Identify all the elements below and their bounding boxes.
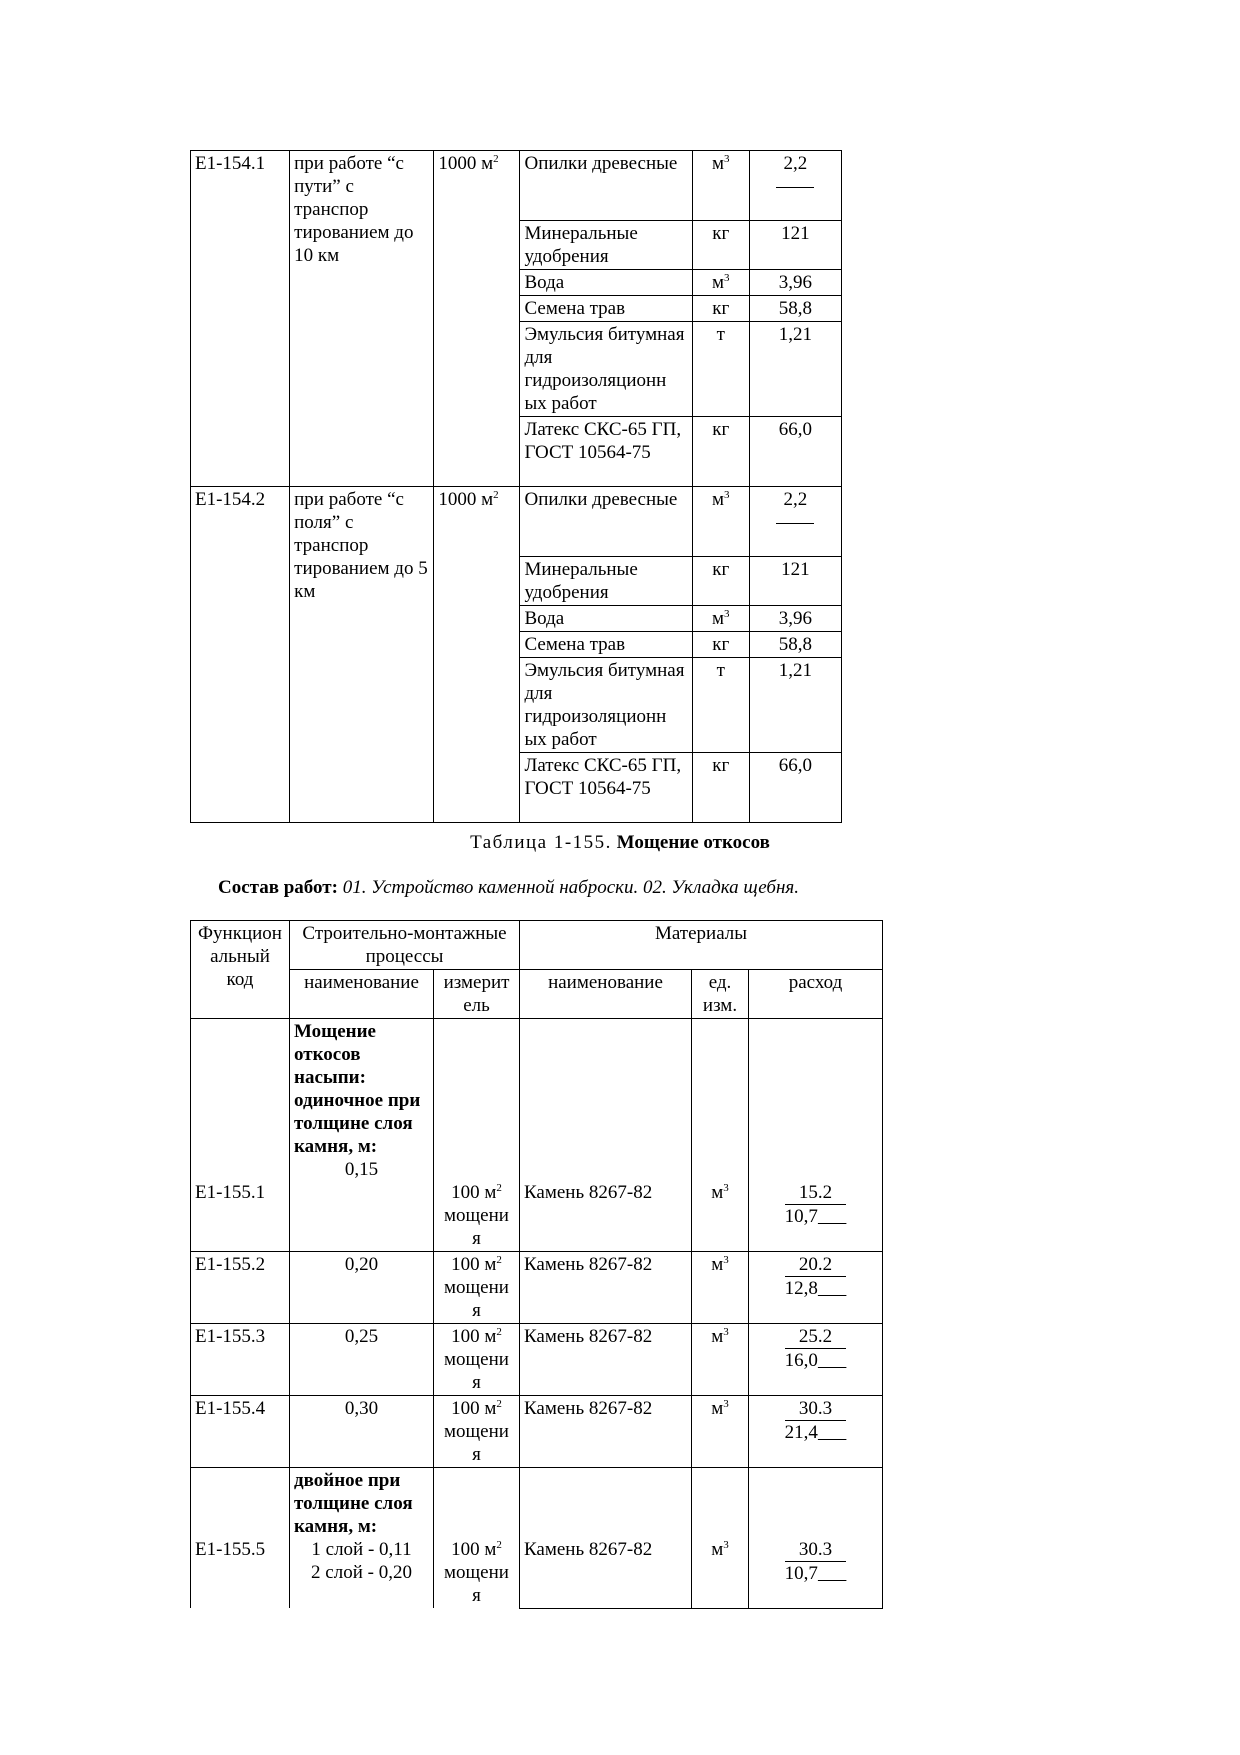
material-unit: $м^3$ (692, 270, 749, 296)
material-name: Опилки древесные (520, 487, 692, 557)
measure-cell: 100 $м^2$ мощени я (434, 1252, 520, 1324)
name-cell: двойное при толщине слоя камня, м: 1 слой - 0,11 2 слой - 0,20 (290, 1468, 434, 1609)
material-name: Минеральные удобрения (520, 221, 692, 270)
material-unit: кг (692, 221, 749, 270)
header-name: наименование (290, 970, 434, 1019)
material-value: 2,2 (749, 487, 841, 557)
process-cell: при работе “с пути” с транспор тированием до 10 км (290, 151, 434, 487)
material-value: 121 (749, 557, 841, 606)
header-consumption: расход (749, 970, 883, 1019)
consumption-cell: 20.2 12,8 (749, 1252, 883, 1324)
material-unit: кг (692, 296, 749, 322)
measure-cell: 100 $м^2$ мощени я (434, 1019, 520, 1252)
material-value: 1,21 (749, 658, 841, 753)
group-title: Мощение откосов насыпи: одиночное при толщине слоя камня, м: (294, 1021, 421, 1157)
unit-cell: $м^3$ (692, 1324, 749, 1396)
work-composition-label: Состав работ: (218, 877, 338, 898)
material-name: Эмульсия битумная для гидроизоляционн ых работ (520, 658, 692, 753)
material-unit: $м^3$ (692, 487, 749, 557)
material-name: Вода (520, 270, 692, 296)
header-mat-name: наименование (520, 970, 692, 1019)
unit-cell: 1000 $м^2$ (434, 487, 520, 823)
material-value: 2,2 (749, 151, 841, 221)
table-caption (0, 832, 1240, 854)
material-name: Латекс СКС-65 ГП, ГОСТ 10564-75 (520, 753, 692, 823)
material-value: 3,96 (749, 606, 841, 632)
code-cell: Е1-155.5 (191, 1468, 290, 1609)
measure-cell: 100 $м^2$ мощени я (434, 1396, 520, 1468)
process-cell: при работе “с поля” с транспор тированием до 5 км (290, 487, 434, 823)
material-value: 58,8 (749, 632, 841, 658)
material-unit: кг (692, 417, 749, 487)
caption-prefix: Таблица 1-155. (470, 832, 612, 853)
code-cell: Е1-155.2 (191, 1252, 290, 1324)
material-value: 58,8 (749, 296, 841, 322)
material-value: 3,96 (749, 270, 841, 296)
material-name: Минеральные удобрения (520, 557, 692, 606)
measure-cell: 100 $м^2$ мощени я (434, 1324, 520, 1396)
consumption-cell: 30.3 21,4 (749, 1396, 883, 1468)
work-composition-text: 01. Устройство каменной наброски. 02. Укладка щебня. (342, 877, 799, 898)
material-name: Семена трав (520, 296, 692, 322)
unit-cell: $м^3$ (692, 1252, 749, 1324)
unit-cell: 1000 $м^2$ (434, 151, 520, 487)
material-name: Опилки древесные (520, 151, 692, 221)
material-value: 66,0 (749, 753, 841, 823)
consumption-cell: 25.2 16,0 (749, 1324, 883, 1396)
measure-cell: 100 $м^2$ мощени я (434, 1468, 520, 1609)
code-cell: Е1-154.1 (191, 151, 290, 487)
material-name: Вода (520, 606, 692, 632)
header-mat-unit: ед. изм. (692, 970, 749, 1019)
header-measure: измерит ель (434, 970, 520, 1019)
value-underline (776, 511, 814, 524)
material-unit: кг (692, 632, 749, 658)
material-cell: Камень 8267-82 (520, 1468, 692, 1609)
material-unit: т (692, 322, 749, 417)
material-cell: Камень 8267-82 (520, 1019, 692, 1252)
header-func-code: Функцион альный код (191, 921, 290, 1019)
material-unit: т (692, 658, 749, 753)
header-processes: Строительно-монтажные процессы (290, 921, 520, 970)
material-name: Семена трав (520, 632, 692, 658)
name-cell: Мощение откосов насыпи: одиночное при толщине слоя камня, м: 0,15 (290, 1019, 434, 1252)
caption-title: Мощение откосов (616, 832, 770, 853)
unit-cell: $м^3$ (692, 1468, 749, 1609)
header-materials: Материалы (520, 921, 883, 970)
material-value: 66,0 (749, 417, 841, 487)
name-cell: 0,30 (290, 1396, 434, 1468)
unit-cell: $м^3$ (692, 1019, 749, 1252)
material-unit: $м^3$ (692, 151, 749, 221)
material-value: 1,21 (749, 322, 841, 417)
consumption-cell: 15.2 10,7 (749, 1019, 883, 1252)
material-unit: $м^3$ (692, 606, 749, 632)
material-unit: кг (692, 753, 749, 823)
table-155 (190, 920, 883, 1609)
material-value: 121 (749, 221, 841, 270)
code-cell: Е1-154.2 (191, 487, 290, 823)
value-underline (776, 175, 814, 188)
work-composition (218, 877, 799, 899)
name-cell: 0,20 (290, 1252, 434, 1324)
material-name: Эмульсия битумная для гидроизоляционн ых работ (520, 322, 692, 417)
unit-cell: $м^3$ (692, 1396, 749, 1468)
table-154 (190, 150, 842, 823)
material-cell: Камень 8267-82 (520, 1396, 692, 1468)
code-cell: Е1-155.3 (191, 1324, 290, 1396)
consumption-cell: 30.3 10,7 (749, 1468, 883, 1609)
name-cell: 0,25 (290, 1324, 434, 1396)
group-title: двойное при толщине слоя камня, м: (294, 1470, 413, 1537)
material-cell: Камень 8267-82 (520, 1252, 692, 1324)
material-name: Латекс СКС-65 ГП, ГОСТ 10564-75 (520, 417, 692, 487)
material-unit: кг (692, 557, 749, 606)
code-cell: Е1-155.1 (191, 1019, 290, 1252)
material-cell: Камень 8267-82 (520, 1324, 692, 1396)
code-cell: Е1-155.4 (191, 1396, 290, 1468)
